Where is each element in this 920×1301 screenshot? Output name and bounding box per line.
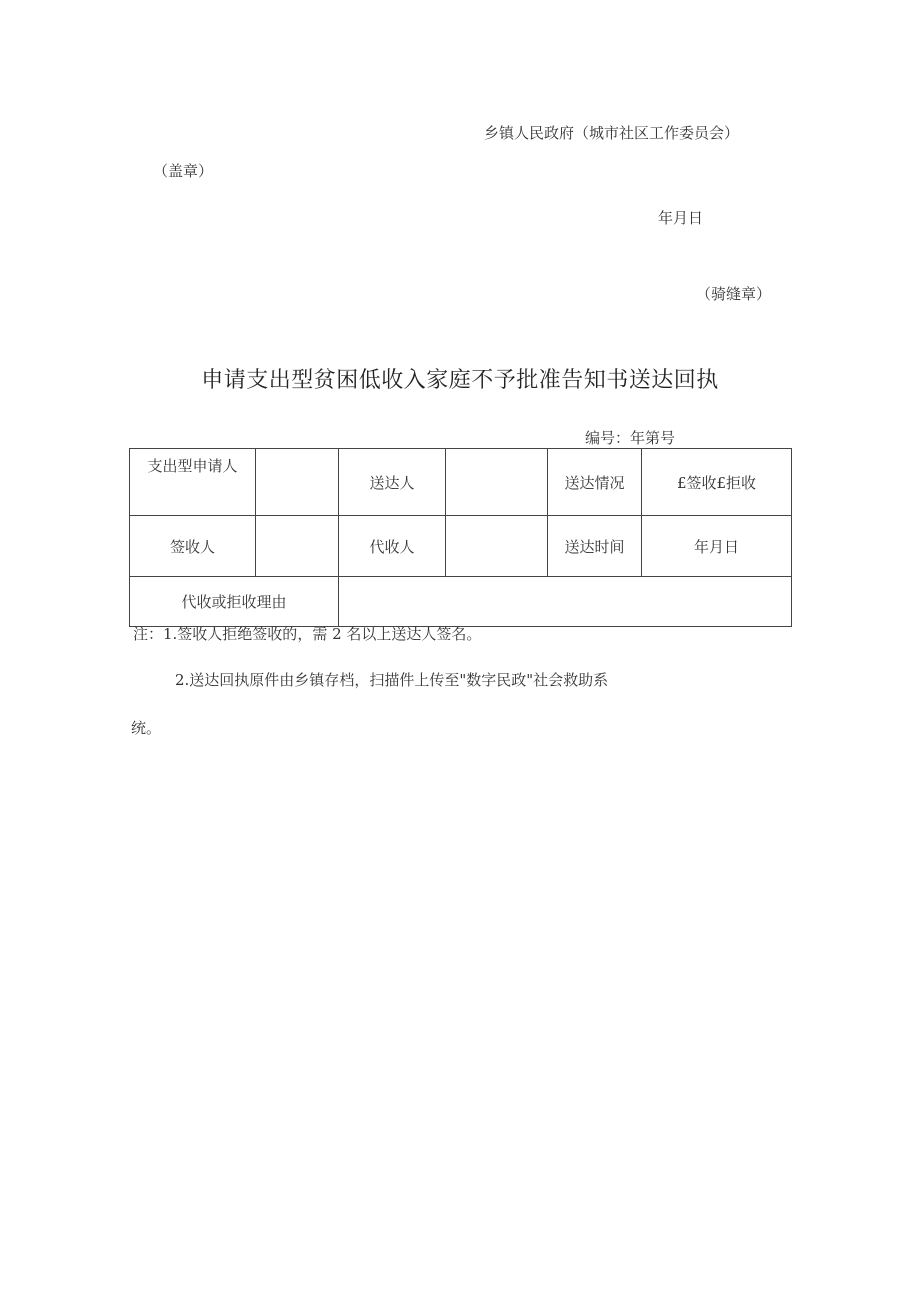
- document-title: 申请支出型贫困低收入家庭不予批准告知书送达回执: [201, 368, 719, 393]
- reason-label: 代收或拒收理由: [130, 577, 339, 627]
- reason-value[interactable]: [339, 577, 792, 627]
- delivery-status-label: 送达情况: [548, 449, 642, 516]
- proxy-receiver-value[interactable]: [446, 516, 548, 577]
- note-line-3: 统。: [131, 719, 162, 737]
- issue-date: 年月日: [658, 209, 704, 227]
- server-label: 送达人: [339, 449, 446, 516]
- table-row: [130, 516, 792, 577]
- straddle-seal-label: （骑缝章）: [696, 285, 772, 303]
- serial-number: 编号：年第号: [585, 429, 676, 447]
- server-value[interactable]: [446, 449, 548, 516]
- proxy-receiver-label: 代收人: [339, 516, 446, 577]
- table-row: [130, 577, 792, 627]
- receiver-label: 签收人: [130, 516, 256, 577]
- delivery-time-value[interactable]: 年月日: [642, 516, 792, 577]
- table-row: [130, 449, 792, 516]
- delivery-time-label: 送达时间: [548, 516, 642, 577]
- applicant-value[interactable]: [256, 449, 339, 516]
- note-line-1: 注：1.签收人拒绝签收的，需 2 名以上送达人签名。: [133, 625, 482, 643]
- receipt-table: [129, 448, 792, 627]
- receiver-value[interactable]: [256, 516, 339, 577]
- government-name: 乡镇人民政府（城市社区工作委员会）: [484, 124, 740, 142]
- seal-label: （盖章）: [153, 162, 214, 180]
- note-line-2: 2.送达回执原件由乡镇存档，扫描件上传至"数字民政"社会救助系: [175, 671, 609, 689]
- delivery-status-value[interactable]: £签收£拒收: [642, 449, 792, 516]
- applicant-label: 支出型申请人: [130, 449, 256, 516]
